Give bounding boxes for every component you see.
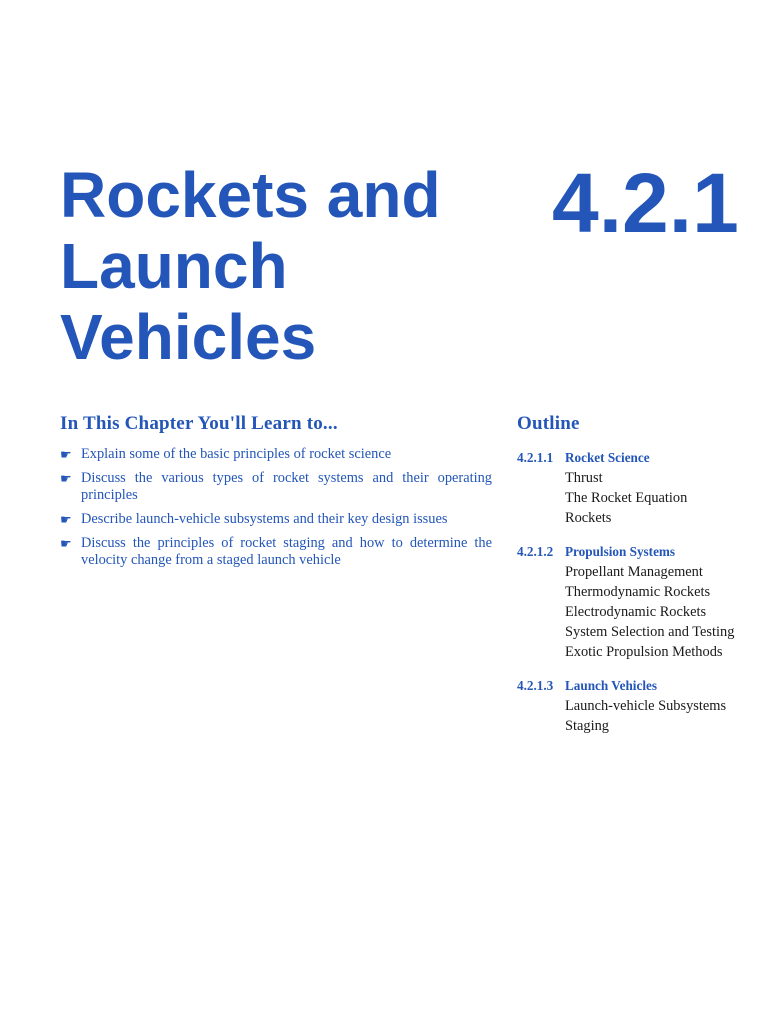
objective-text: Discuss the principles of rocket staging and how to determine the velocity change from a staged launch vehicle: [81, 535, 492, 568]
outline-subtopic: Rockets: [565, 510, 612, 526]
chapter-outline: [517, 412, 757, 750]
outline-section-header: [517, 448, 757, 468]
learning-objectives-heading: In This Chapter You'll Learn to...: [60, 413, 338, 434]
objective-item: [60, 511, 492, 528]
chapter-title-line-1: Rockets and: [60, 159, 441, 231]
outline-subtopic: Thermodynamic Rockets: [565, 584, 711, 600]
outline-heading: Outline: [517, 413, 580, 434]
outline-subtopic: The Rocket Equation: [565, 490, 688, 506]
outline-subtopic: Electrodynamic Rockets: [565, 604, 707, 620]
outline-subtopics: [517, 468, 757, 528]
outline-subtopic: Launch-vehicle Subsystems: [565, 698, 727, 714]
outline-subtopic: System Selection and Testing: [565, 624, 735, 640]
chapter-title: [60, 160, 500, 373]
learning-objectives: [60, 412, 492, 576]
outline-section-number: 4.2.1.2: [517, 544, 554, 559]
outline-subtopics: [517, 562, 757, 662]
pointing-hand-icon: ☛: [60, 447, 72, 462]
outline-section-title: Propulsion Systems: [565, 544, 676, 559]
objective-item: [60, 470, 492, 504]
objective-item: [60, 535, 492, 569]
outline-section-title: Launch Vehicles: [565, 678, 657, 693]
objectives-list: [60, 446, 492, 569]
outline-section-rocket-science: [517, 448, 757, 528]
objective-item: [60, 446, 492, 463]
outline-section-title: Rocket Science: [565, 450, 650, 465]
outline-section-header: [517, 542, 757, 562]
objective-text: Discuss the various types of rocket systems and their operating principles: [81, 470, 492, 503]
outline-subtopic: Exotic Propulsion Methods: [565, 644, 723, 660]
chapter-title-line-2: Launch: [60, 230, 288, 302]
pointing-hand-icon: ☛: [60, 536, 72, 551]
chapter-number: 4.2.1: [552, 156, 739, 250]
outline-section-propulsion-systems: [517, 542, 757, 662]
outline-section-number: 4.2.1.3: [517, 678, 554, 693]
outline-section-header: [517, 676, 757, 696]
outline-subtopic: Propellant Management: [565, 564, 703, 580]
chapter-title-line-3: Vehicles: [60, 301, 317, 373]
outline-section-number: 4.2.1.1: [517, 450, 554, 465]
outline-section-launch-vehicles: [517, 676, 757, 736]
pointing-hand-icon: ☛: [60, 471, 72, 486]
outline-subtopics: [517, 696, 757, 736]
objective-text: Describe launch-vehicle subsystems and their key design issues: [81, 511, 448, 527]
objective-text: Explain some of the basic principles of rocket science: [81, 446, 392, 462]
outline-subtopic: Thrust: [565, 470, 603, 486]
outline-subtopic: Staging: [565, 718, 609, 734]
pointing-hand-icon: ☛: [60, 512, 72, 527]
